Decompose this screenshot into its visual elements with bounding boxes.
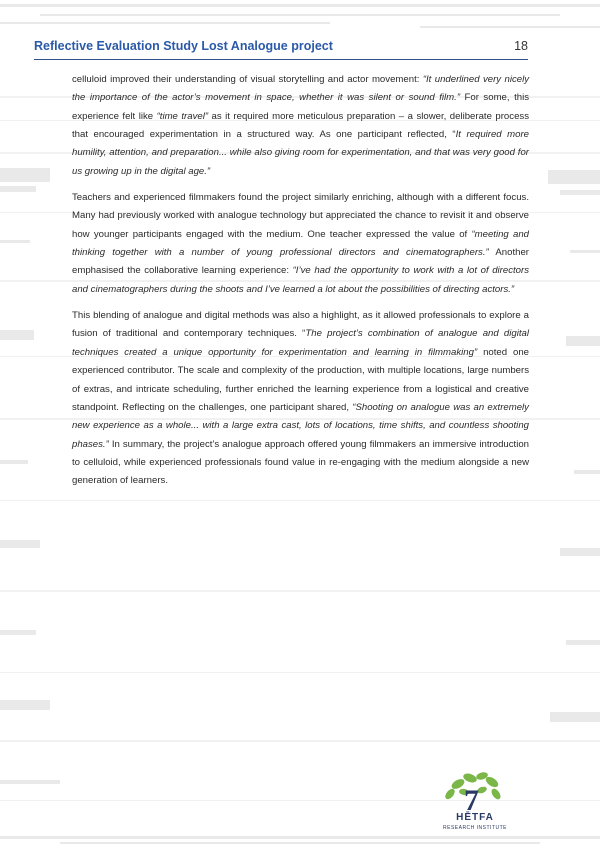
paragraph-3-text-2: noted one experienced contributor. The scale and complexity of the production, with multiple locations, large numbers of extras, and intricate scheduling, further enriched the learning experience from a logistical and creative standpoint. Reflecting on the challenges, one participant shared, bbox=[72, 346, 529, 413]
logo-numeral: 7 bbox=[464, 784, 479, 817]
document-title: Reflective Evaluation Study Lost Analogue project bbox=[34, 39, 333, 53]
paragraph-1-text-2: For some, this experience felt like bbox=[72, 92, 529, 122]
logo-subtitle: RESEARCH INSTITUTE bbox=[443, 825, 508, 831]
paragraph-2-quote-2: “I’ve had the opportunity to work with a lot of directors and cinematographers during the shoots and I’ve learned a lot about the possibilities of directing actors.” bbox=[72, 265, 529, 295]
page-number: 18 bbox=[514, 39, 528, 53]
logo-name: HĒTFA bbox=[456, 812, 494, 823]
paragraph-2-quote-1: “meeting and thinking together with a number of young professional directors and cinematographers.” bbox=[72, 228, 529, 259]
body-text bbox=[72, 71, 529, 499]
paragraph-3-text-3: In summary, the project’s analogue approach offered young filmmakers an immersive introduction to celluloid, while experienced professionals found value in re-engaging with the medium alongside a new generation of learners. bbox=[72, 438, 529, 487]
paragraph-3-quote-1: The project’s combination of analogue and digital techniques created a unique opportunity for experimentation and learning in filmmaking” bbox=[72, 328, 529, 358]
paragraph-1-quote-2: “time travel” bbox=[156, 110, 209, 122]
paragraph-1-text-3: as it required more meticulous preparation – a slower, deliberate process that encouraged experimentation in a structured way. As one participant reflected, “ bbox=[72, 110, 529, 141]
paragraph-1 bbox=[72, 71, 529, 181]
paragraph-1-text-1: celluloid improved their understanding of visual storytelling and actor movement: bbox=[72, 74, 423, 85]
paragraph-2-text-1: Teachers and experienced filmmakers found the project similarly enriching, although with a different focus. Many had previously worked with analogue technology but appreciated the chance to revisit it and observe how younger participants engaged with the medium. One teacher expressed the value of bbox=[72, 192, 529, 240]
paragraph-3-text-1: This blending of analogue and digital methods was also a highlight, as it allowed professionals to explore a fusion of traditional and contemporary techniques. “ bbox=[72, 310, 529, 340]
paragraph-3 bbox=[72, 307, 529, 490]
page-header bbox=[34, 37, 528, 60]
paragraph-1-quote-1: “It underlined very nicely the importance of the actor’s movement in space, whether it was silent or sound film.” bbox=[72, 74, 530, 104]
paragraph-1-quote-3: It required more humility, attention, and preparation... while also giving room for experimentation, and that was very good for us growing up in the digital age.” bbox=[72, 129, 530, 177]
paragraph-3-quote-2: “Shooting on analogue was an extremely new experience as a whole... with a large extra cast, lots of locations, time shifts, and countless shooting phases.” bbox=[72, 401, 529, 450]
paragraph-2 bbox=[72, 189, 529, 299]
paragraph-2-text-2: Another emphasised the collaborative learning experience: bbox=[72, 247, 529, 277]
